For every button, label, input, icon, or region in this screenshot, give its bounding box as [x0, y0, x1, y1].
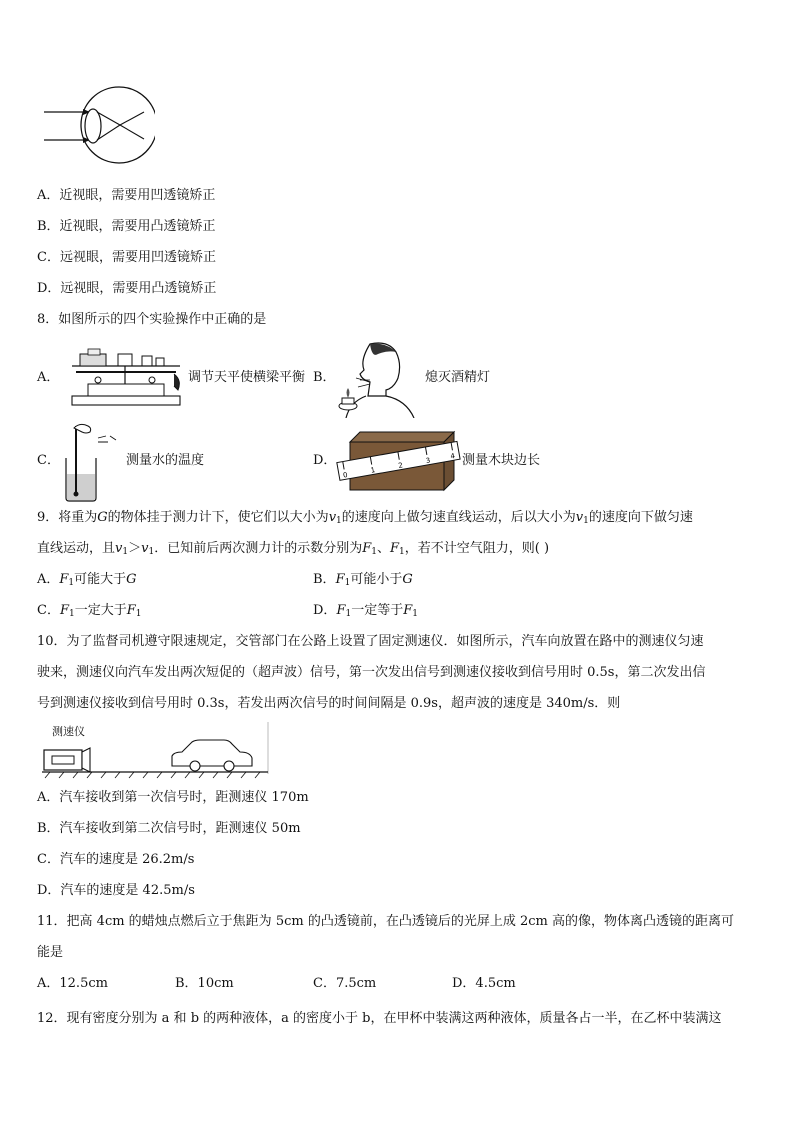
q9-option-d: D．$F_1$一定等于$F_1$: [313, 603, 418, 619]
q10-option-a: A．汽车接收到第一次信号时，距测速仪 170m: [37, 790, 309, 805]
balance-illustration: [66, 344, 188, 408]
q10-option-b: B．汽车接收到第二次信号时，距测速仪 50m: [37, 821, 301, 836]
q7-option-c: C．远视眼，需要用凹透镜矫正: [37, 250, 216, 265]
ruler-block-illustration: [336, 430, 462, 492]
q8-b-letter: B．: [313, 370, 336, 385]
q10-line-3: 号到测速仪接收到信号用时 0.3s，若发出两次信号的时间间隔是 0.9s，超声波的速度是 340m/s．则: [37, 696, 621, 711]
speed-meter-label: 测速仪: [52, 725, 85, 738]
q10-option-d: D．汽车的速度是 42.5m/s: [37, 883, 195, 898]
q9-option-a: A．$F_1$可能大于G: [37, 572, 137, 588]
q9-option-c: C．$F_1$一定大于$F_1$: [37, 603, 142, 619]
q9-line-1: 9．将重为G的物体挂于测力计下，使它们以大小为$v_1$的速度向上做匀速直线运动，后以大小为$v_1$的速度向下做匀速: [37, 510, 693, 526]
q11-option-d: D．4.5cm: [452, 976, 516, 991]
ruler-tick-2: 2: [397, 461, 404, 470]
q7-option-b: B．近视眼，需要用凸透镜矫正: [37, 219, 216, 234]
q9-line-2: 直线运动，且$v_1>v_1$．已知前后两次测力计的示数分别为$F_1$、$F_1$，若不计空气阻力，则( ): [37, 541, 550, 557]
q9-option-b: B．$F_1$可能小于G: [313, 572, 413, 588]
q11-option-b: B．10cm: [175, 976, 234, 991]
q8-stem: 8．如图所示的四个实验操作中正确的是: [37, 312, 267, 327]
q11-option-a: A．12.5cm: [37, 976, 108, 991]
ruler-tick-0: 0: [342, 470, 349, 480]
ruler-tick-3: 3: [425, 456, 432, 466]
q8-a-letter: A．: [37, 370, 60, 385]
q8-d-letter: D．: [313, 453, 337, 468]
ruler-tick-1: 1: [370, 466, 376, 475]
q10-line-2: 驶来，测速仪向汽车发出两次短促的（超声波）信号，第一次发出信号到测速仪接收到信号用时 0.5s，第二次发出信: [37, 665, 706, 680]
q8-c-letter: C．: [37, 453, 60, 468]
q8-a-caption: 调节天平使横梁平衡: [188, 370, 306, 385]
q10-option-c: C．汽车的速度是 26.2m/s: [37, 852, 195, 867]
q12-line-1: 12．现有密度分别为 a 和 b 的两种液体，a 的密度小于 b，在甲杯中装满这两种液体，质量各占一半，在乙杯中装满这: [37, 1011, 722, 1026]
q8-c-caption: 测量水的温度: [126, 453, 205, 468]
blowing-lamp-illustration: [330, 340, 425, 418]
q10-line-1: 10．为了监督司机遵守限速规定，交管部门在公路上设置了固定测速仪．如图所示，汽车向放置在路中的测速仪匀速: [37, 634, 704, 649]
q7-option-a: A．近视眼，需要用凹透镜矫正: [37, 188, 216, 203]
q11-option-c: C．7.5cm: [313, 976, 377, 991]
q11-line-1: 11．把高 4cm 的蜡烛点燃后立于焦距为 5cm 的凸透镜前，在凸透镜后的光屏上成 2cm 高的像，物体离凸透镜的距离可: [37, 914, 734, 929]
q8-d-caption: 测量木块边长: [462, 453, 541, 468]
thermometer-beaker-illustration: [64, 420, 124, 502]
q8-b-caption: 熄灭酒精灯: [425, 370, 491, 385]
ruler-tick-4: 4: [449, 452, 456, 461]
q11-line-2: 能是: [37, 945, 64, 960]
eye-diagram: [40, 84, 155, 166]
q7-option-d: D．远视眼，需要用凸透镜矫正: [37, 281, 217, 296]
